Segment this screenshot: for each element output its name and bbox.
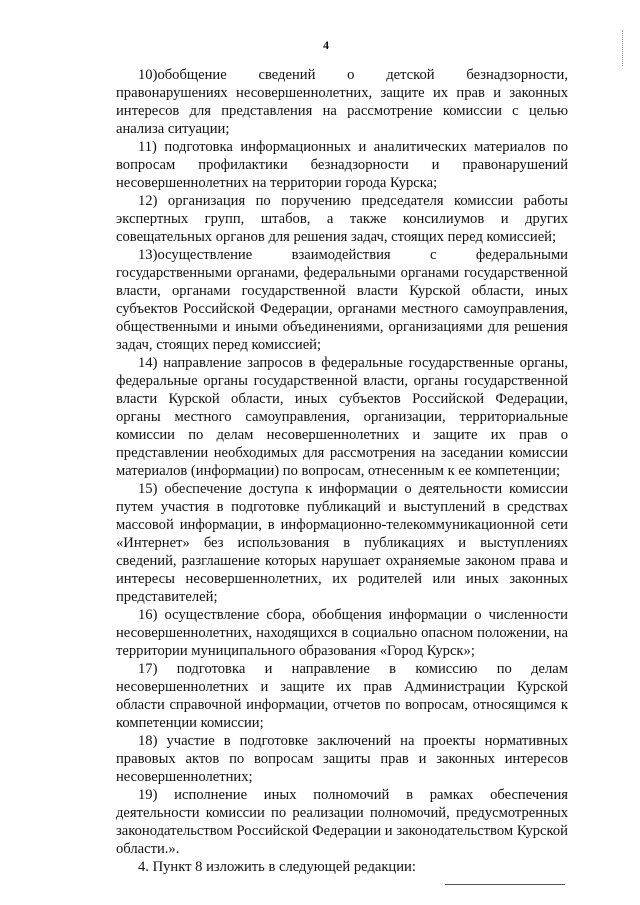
paragraph-item-13: 13)осуществление взаимодействия с федеральными государственными органами, федеральными органами государственной власти, органами государственной власти Курской области, иных субъектов Российской Федерации, органами местного самоуправления, общественными и иными объединениями, организациями для решения задач, стоящих перед комиссией; (116, 247, 568, 353)
paragraph-item-12: 12) организация по поручению председателя комиссии работы экспертных групп, штабов, а также консилиумов и других совещательных органов для решения задач, стоящих перед комиссией; (116, 193, 568, 245)
paragraph-item-17: 17) подготовка и направление в комиссию по делам несовершеннолетних и защите их прав Администрации Курской области справочной информации, отчетов по вопросам, относящимся к компетенции комиссии; (116, 661, 568, 731)
page-number: 4 (323, 38, 329, 52)
paragraph-item-16: 16) осуществление сбора, обобщения информации о численности несовершеннолетних, находящихся в социально опасном положении, на территории муниципального образования «Город Курск»; (116, 607, 568, 659)
paragraph-item-18: 18) участие в подготовке заключений на проекты нормативных правовых актов по вопросам защиты прав и законных интересов несовершеннолетних; (116, 733, 568, 785)
paragraph-item-10: 10)обобщение сведений о детской безнадзорности, правонарушениях несовершеннолетних, защите их прав и законных интересов для представления на рассмотрение комиссии с целью анализа ситуации; (116, 67, 568, 137)
scan-edge-marks (622, 30, 627, 66)
paragraph-item-15: 15) обеспечение доступа к информации о деятельности комиссии путем участия в подготовке публикаций и выступлений в средствах массовой информации, в информационно-телекоммуникационной сети «Интернет» без использования в публикациях и выступлениях сведений, разглашение которых нарушает охраняемые законом права и интересы несовершеннолетних, их родителей или иных законных представителей; (116, 481, 568, 605)
footer-rule (445, 884, 565, 885)
paragraph-point-4: 4. Пункт 8 изложить в следующей редакции: (138, 859, 416, 875)
paragraph-item-11: 11) подготовка информационных и аналитических материалов по вопросам профилактики безнадзорности и правонарушений несовершеннолетних на территории города Курска; (116, 139, 568, 191)
document-body (116, 66, 568, 876)
paragraph-item-19: 19) исполнение иных полномочий в рамках обеспечения деятельности комиссии по реализации полномочий, предусмотренных законодательством Российской Федерации и законодательством Курской области.». (116, 787, 568, 857)
paragraph-item-14: 14) направление запросов в федеральные государственные органы, федеральные органы государственной власти, органы государственной власти Курской области, иных субъектов Российской Федерации, органы местного самоуправления, организации, территориальные комиссии по делам несовершеннолетних и защите их прав о представлении необходимых для рассмотрения на заседании комиссии материалов (информации) по вопросам, отнесенным к ее компетенции; (116, 355, 568, 479)
